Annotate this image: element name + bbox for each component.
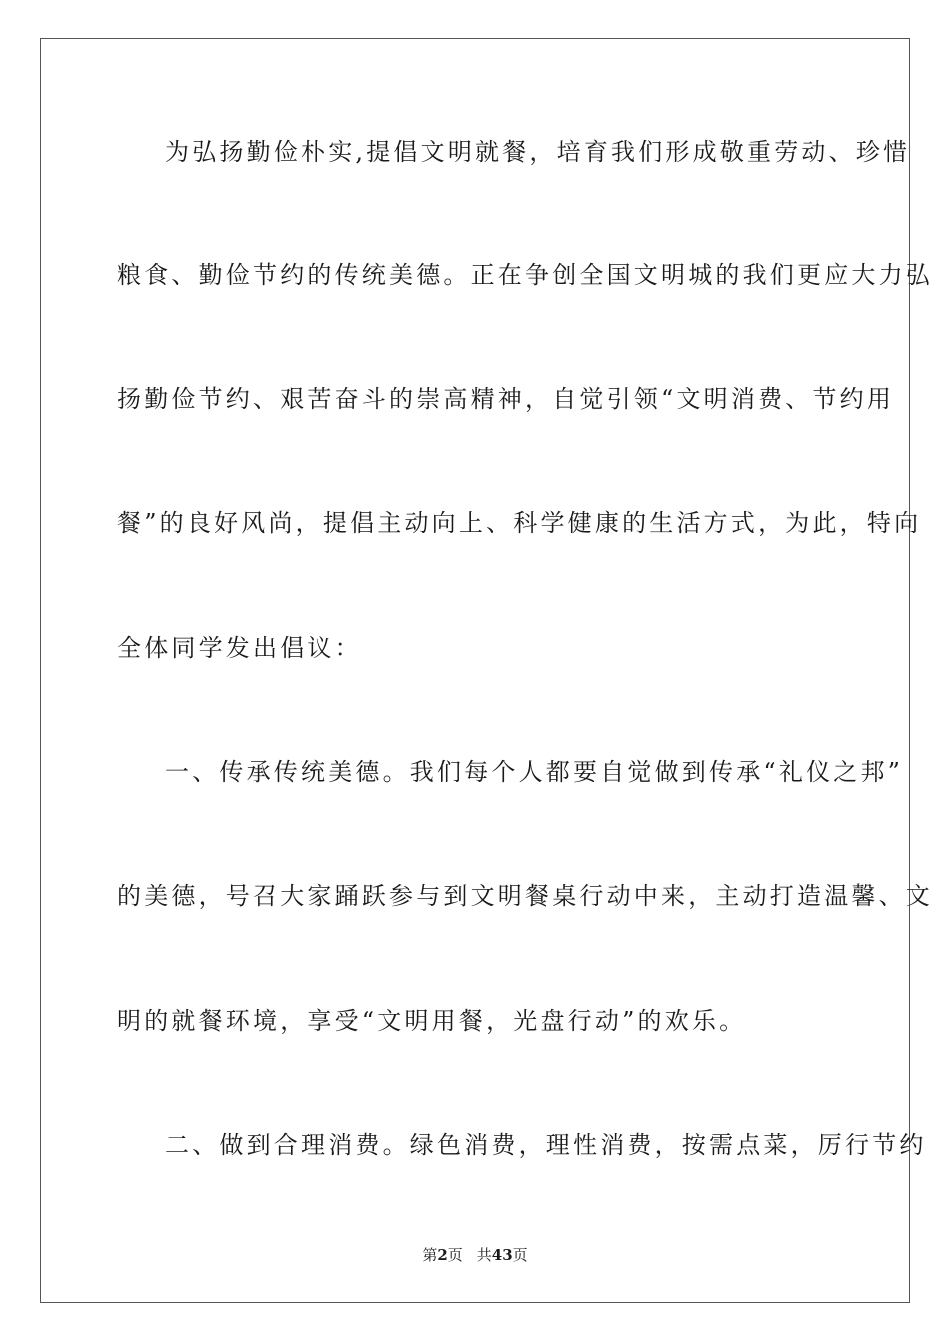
total-suffix: 页 bbox=[512, 1246, 528, 1264]
paragraph-line: 扬勤俭节约、艰苦奋斗的崇高精神，自觉引领“文明消费、节约用 bbox=[117, 385, 895, 413]
page-number: 2 bbox=[437, 1246, 448, 1264]
paragraph-line: 粮食、勤俭节约的传统美德。正在争创全国文明城的我们更应大力弘 bbox=[117, 261, 933, 289]
paragraph-line: 为弘扬勤俭朴实,提倡文明就餐，培育我们形成敬重劳动、珍惜 bbox=[165, 138, 911, 166]
paragraph-line: 餐”的良好风尚，提倡主动向上、科学健康的生活方式，为此，特向 bbox=[117, 509, 922, 537]
page-suffix: 页 bbox=[447, 1246, 463, 1264]
page-border bbox=[40, 38, 910, 1303]
paragraph-line: 的美德，号召大家踊跃参与到文明餐桌行动中来，主动打造温馨、文 bbox=[117, 882, 933, 910]
total-prefix: 共 bbox=[476, 1246, 492, 1264]
paragraph-line: 明的就餐环境，享受“文明用餐，光盘行动”的欢乐。 bbox=[117, 1007, 747, 1035]
paragraph-line: 全体同学发出倡议： bbox=[117, 634, 362, 662]
paragraph-line: 一、传承传统美德。我们每个人都要自觉做到传承“礼仪之邦” bbox=[165, 758, 904, 786]
page-footer bbox=[0, 1245, 950, 1265]
total-pages: 43 bbox=[491, 1246, 513, 1264]
page-prefix: 第 bbox=[422, 1246, 438, 1264]
paragraph-line: 二、做到合理消费。绿色消费，理性消费，按需点菜，厉行节约 bbox=[165, 1131, 927, 1159]
